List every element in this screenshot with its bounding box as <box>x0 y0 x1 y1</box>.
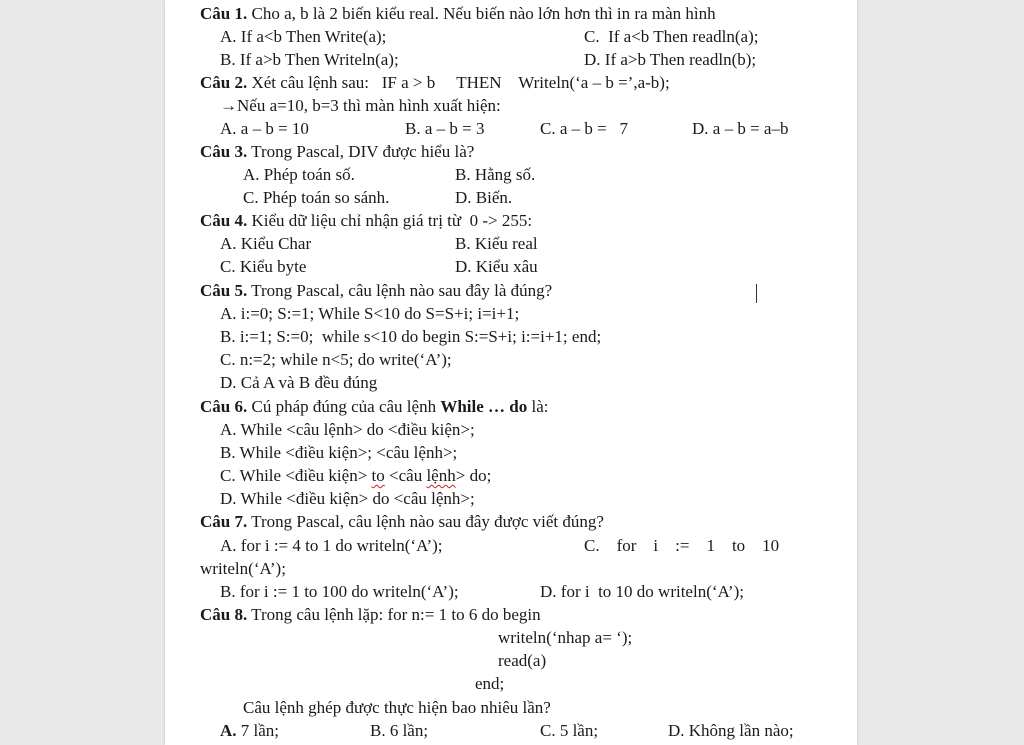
option-a: A. for i := 4 to 1 do writeln(‘A’); <box>220 536 443 555</box>
option-c: C. Phép toán so sánh. <box>243 188 390 207</box>
question-8 <box>200 604 541 626</box>
option-a: A. Phép toán số. <box>243 165 355 184</box>
option-c: C. n:=2; while n<5; do write(‘A’); <box>220 350 452 369</box>
question-number: Câu 1. <box>200 4 248 23</box>
question-number: Câu 2. <box>200 73 248 92</box>
question-text: Trong Pascal, câu lệnh nào sau đây được viết đúng? <box>247 512 604 531</box>
question-text: Kiểu dữ liệu chỉ nhận giá trị từ 0 -> 255: <box>247 211 533 230</box>
question-7 <box>200 511 604 533</box>
option-d: D. Kiểu xâu <box>455 257 538 276</box>
option-a: A. While <câu lệnh> do <điều kiện>; <box>220 420 475 439</box>
option-text: 7 lần; <box>236 721 280 740</box>
option-d: D. for i to 10 do writeln(‘A’); <box>540 582 744 601</box>
question-number: Câu 8. <box>200 605 248 624</box>
code-line: writeln(‘nhap a= ‘); <box>498 628 633 647</box>
question-number: Câu 7. <box>200 512 248 531</box>
option-b: B. i:=1; S:=0; while s<10 do begin S:=S+i; i:=i+1; end; <box>220 327 602 346</box>
option-a <box>220 720 279 742</box>
option-b: B. While <điều kiện>; <câu lệnh>; <box>220 443 458 462</box>
option-a: A. i:=0; S:=1; While S<10 do S=S+i; i=i+1; <box>220 304 520 323</box>
option-d: D. Cả A và B đều đúng <box>220 373 378 392</box>
text-cursor <box>756 284 757 303</box>
document-page <box>165 0 857 745</box>
option-c: C. Kiểu byte <box>220 257 307 276</box>
question-number: Câu 3. <box>200 142 248 161</box>
option-b: B. a – b = 3 <box>405 119 485 138</box>
question-4 <box>200 210 532 232</box>
spellcheck-word: lệnh <box>426 466 456 485</box>
option-d: D. Biến. <box>455 188 513 207</box>
question-text: Trong Pascal, DIV được hiểu là? <box>247 142 475 161</box>
option-a: A. a – b = 10 <box>220 119 309 138</box>
question-text-end: là: <box>527 397 549 416</box>
option-c: C. 5 lần; <box>540 721 599 740</box>
question-prompt: Câu lệnh ghép được thực hiện bao nhiêu lần? <box>243 698 551 717</box>
option-d: D. If a>b Then readln(b); <box>584 50 757 69</box>
option-c-text: <câu <box>384 466 427 485</box>
question-text: Cho a, b là 2 biến kiểu real. Nếu biến nào lớn hơn thì in ra màn hình <box>247 4 716 23</box>
question-3 <box>200 141 474 163</box>
question-text: Trong Pascal, câu lệnh nào sau đây là đúng? <box>247 281 553 300</box>
option-d: D. Không lần nào; <box>668 721 794 740</box>
option-b: B. for i := 1 to 100 do writeln(‘A’); <box>220 582 459 601</box>
option-c <box>220 465 491 487</box>
option-c: C. for i := 1 to 10 <box>584 536 780 555</box>
question-note: →Nếu a=10, b=3 thì màn hình xuất hiện: <box>220 96 501 115</box>
question-number: Câu 4. <box>200 211 248 230</box>
question-5 <box>200 280 552 302</box>
question-number: Câu 5. <box>200 281 248 300</box>
question-number: Câu 6. <box>200 397 248 416</box>
question-text: Trong câu lệnh lặp: for n:= 1 to 6 do begin <box>247 605 541 624</box>
option-a: A. If a<b Then Write(a); <box>220 27 387 46</box>
option-a: A. Kiểu Char <box>220 234 312 253</box>
code-line: read(a) <box>498 651 547 670</box>
option-d: D. a – b = a–b <box>692 119 789 138</box>
question-1 <box>200 3 716 25</box>
spellcheck-word: to <box>371 466 385 485</box>
question-text: Cú pháp đúng của câu lệnh <box>247 397 441 416</box>
option-b: B. 6 lần; <box>370 721 429 740</box>
option-c-text: C. While <điều kiện> <box>220 466 372 485</box>
question-text: Xét câu lệnh sau: IF a > b THEN Writeln(‘a – b =’,a-b); <box>247 73 670 92</box>
option-c: C. a – b = 7 <box>540 119 628 138</box>
option-d: D. While <điều kiện> do <câu lệnh>; <box>220 489 475 508</box>
question-2 <box>200 72 670 94</box>
option-b: B. Kiểu real <box>455 234 538 253</box>
option-c-text: > do; <box>455 466 492 485</box>
option-c: C. If a<b Then readln(a); <box>584 27 759 46</box>
option-c-continued: writeln(‘A’); <box>200 559 286 578</box>
option-b: B. Hằng số. <box>455 165 536 184</box>
option-label: A. <box>220 721 237 740</box>
question-keyword: While … do <box>440 397 528 416</box>
question-6 <box>200 396 548 418</box>
option-b: B. If a>b Then Writeln(a); <box>220 50 399 69</box>
code-line: end; <box>475 674 505 693</box>
